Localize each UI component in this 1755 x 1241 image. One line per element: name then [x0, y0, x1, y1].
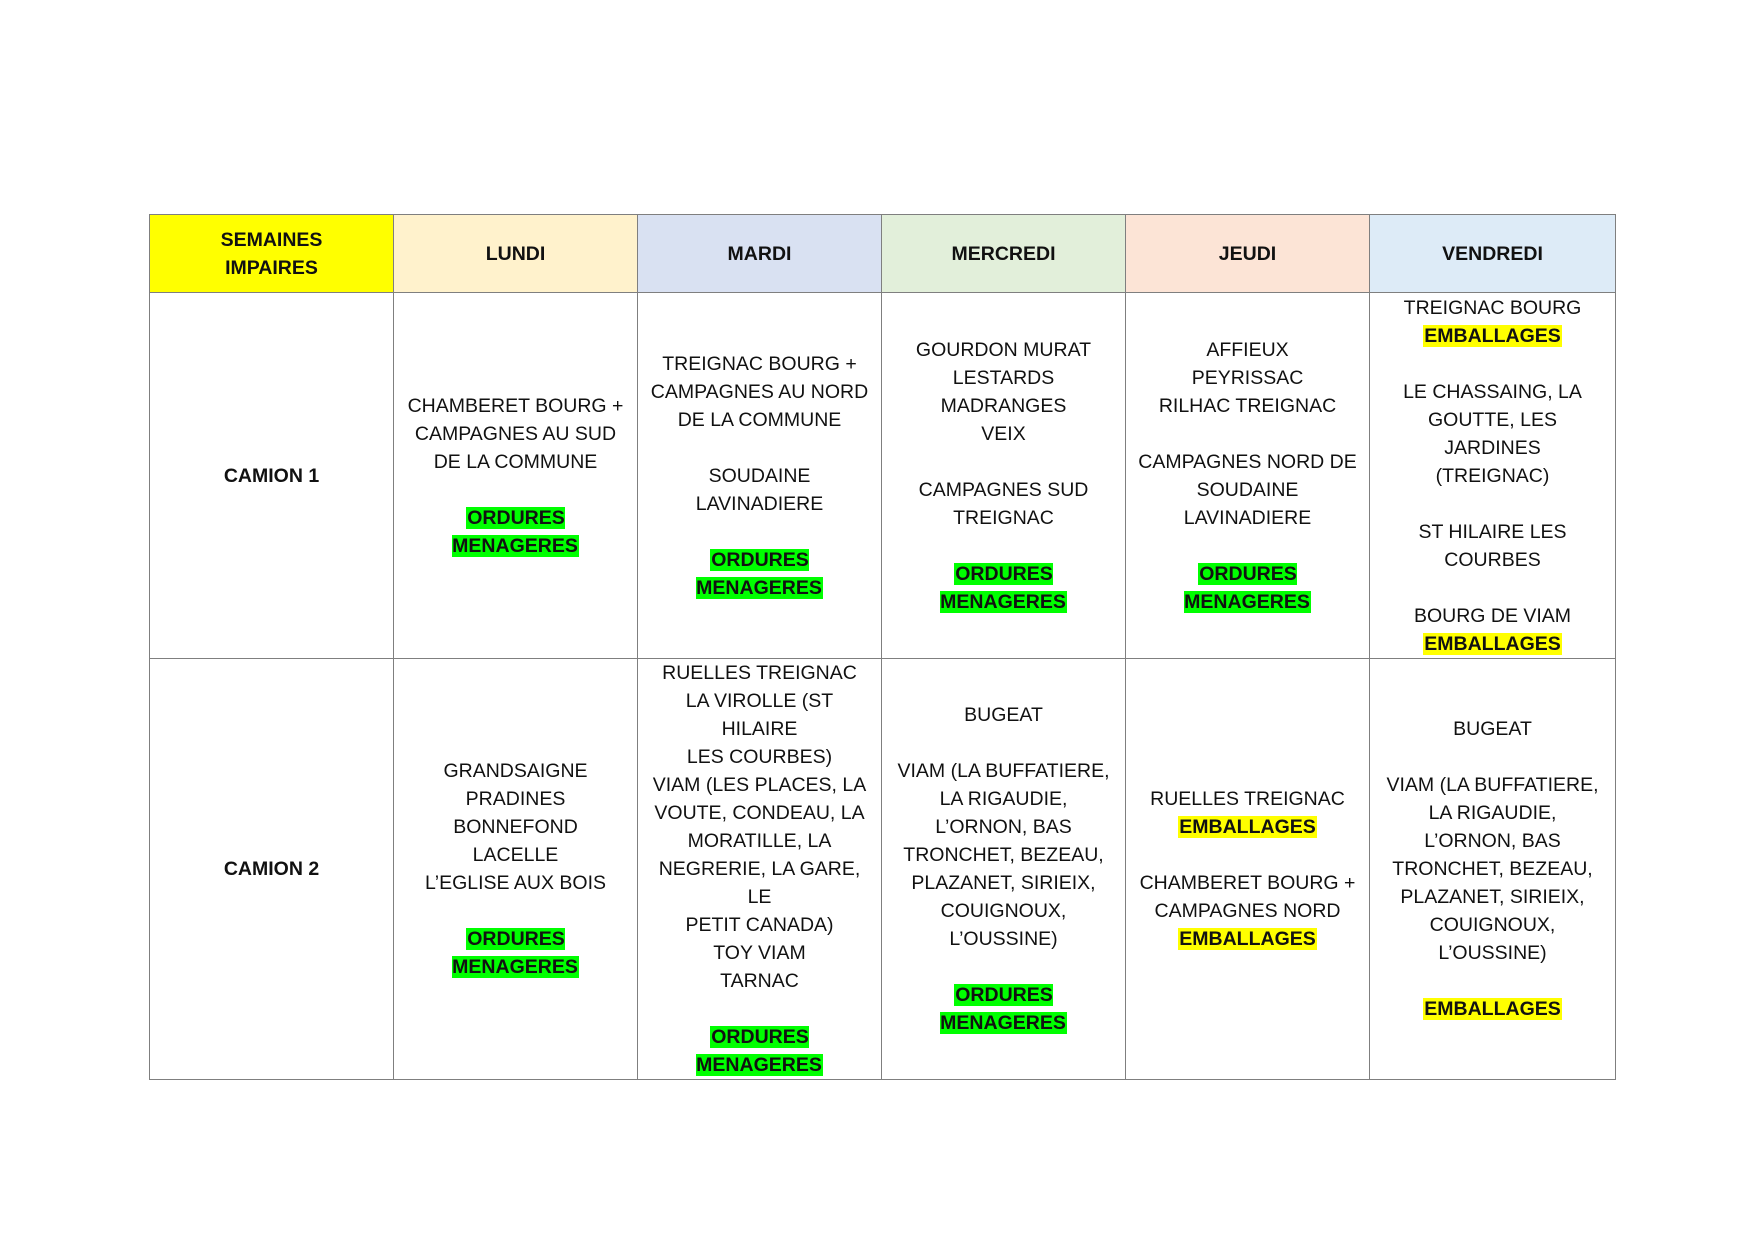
waste-type-label [890, 560, 1117, 616]
spacer-line [1378, 967, 1607, 995]
spacer-line [890, 532, 1117, 560]
day-header-jeudi: JEUDI [1126, 215, 1370, 293]
collection-area: CAMPAGNES AU NORD [650, 380, 869, 403]
collection-area: ST HILAIRE LES [1418, 520, 1567, 543]
spacer-line [646, 434, 873, 462]
truck-label-camion-2: CAMION 2 [150, 659, 394, 1080]
collection-area: BUGEAT [1453, 718, 1532, 740]
waste-type-label [402, 504, 629, 560]
collection-area: COURBES [1444, 548, 1541, 571]
day-header-mardi: MARDI [638, 215, 882, 293]
cell-lines [1378, 294, 1607, 658]
spacer-line [1134, 532, 1361, 560]
day-header-vendredi: VENDREDI [1370, 215, 1616, 293]
collection-area: GOUTTE, LES JARDINES [1428, 408, 1557, 459]
cell-lines [646, 659, 873, 1079]
spacer-line [1134, 841, 1361, 869]
emballages-badge: EMBALLAGES [1424, 998, 1561, 1020]
collection-area: AFFIEUX [1206, 338, 1289, 361]
collection-area: COUIGNOUX, [1429, 914, 1556, 936]
collection-area: PLAZANET, SIRIEIX, [1400, 886, 1585, 908]
collection-area: PLAZANET, SIRIEIX, [911, 872, 1096, 894]
collection-area: VIAM (LA BUFFATIERE, [897, 760, 1110, 782]
schedule-cell [882, 293, 1126, 659]
waste-type-label [402, 925, 629, 981]
schedule-cell [882, 659, 1126, 1080]
collection-area: PEYRISSAC [1191, 366, 1304, 389]
schedule-cell [638, 293, 882, 659]
collection-area: TREIGNAC BOURG + [662, 352, 857, 375]
collection-area: L’EGLISE AUX BOIS [424, 872, 606, 894]
collection-area: TRONCHET, BEZEAU, [1392, 858, 1593, 880]
spacer-line [1134, 420, 1361, 448]
collection-area: SOUDAINE [708, 464, 811, 487]
collection-area: DE LA COMMUNE [677, 408, 842, 431]
collection-area: LAVINADIERE [695, 492, 824, 515]
collection-area: L’OUSSINE) [1438, 942, 1547, 964]
collection-schedule-table [149, 214, 1616, 1080]
collection-area: GOURDON MURAT [915, 338, 1092, 361]
week-type-header [150, 215, 394, 293]
cell-lines [1134, 785, 1361, 953]
collection-area: CAMPAGNES SUD [918, 478, 1089, 501]
collection-area: LE CHASSAING, LA [1403, 380, 1582, 403]
collection-area: GRANDSAIGNE [443, 760, 588, 782]
waste-type-label [1378, 630, 1607, 658]
spacer-line [402, 476, 629, 504]
spacer-line [1378, 574, 1607, 602]
collection-area: TRONCHET, BEZEAU, [903, 844, 1104, 866]
cell-lines [890, 336, 1117, 616]
collection-area: LA RIGAUDIE, [1428, 802, 1557, 824]
collection-area: PRADINES [465, 788, 566, 810]
collection-area: RUELLES TREIGNAC [1150, 788, 1345, 810]
collection-area: (TREIGNAC) [1435, 464, 1550, 487]
cell-lines [646, 350, 873, 602]
waste-type-label [1134, 925, 1361, 953]
truck-label-camion-1: CAMION 1 [150, 293, 394, 659]
week-type-line-1: SEMAINES [220, 228, 323, 251]
collection-area: CAMPAGNES NORD [1154, 900, 1341, 922]
collection-area: L’ORNON, BAS [1424, 830, 1561, 852]
schedule-cell [1370, 293, 1616, 659]
collection-area: LESTARDS [952, 366, 1055, 389]
collection-area: VIAM (LA BUFFATIERE, [1386, 774, 1599, 796]
collection-area: BUGEAT [964, 704, 1043, 726]
waste-type-label [646, 1023, 873, 1079]
ordures-menageres-badge: ORDURES MENAGERES [940, 984, 1066, 1034]
collection-area: TREIGNAC BOURG [1403, 296, 1582, 319]
collection-area: LA RIGAUDIE, [939, 788, 1068, 810]
waste-type-label [1378, 995, 1607, 1023]
collection-area: MORATILLE, LA [687, 830, 832, 852]
day-header-lundi: LUNDI [394, 215, 638, 293]
schedule-cell [394, 659, 638, 1080]
collection-area: RILHAC TREIGNAC [1158, 394, 1337, 417]
week-type-line-2: IMPAIRES [225, 256, 318, 279]
collection-area: DE LA COMMUNE [433, 450, 598, 473]
ordures-menageres-badge: ORDURES MENAGERES [452, 506, 578, 557]
ordures-menageres-badge: ORDURES MENAGERES [696, 548, 822, 599]
emballages-badge: EMBALLAGES [1424, 324, 1561, 347]
collection-area: CAMPAGNES AU SUD [414, 422, 617, 445]
collection-area: CAMPAGNES NORD DE [1138, 450, 1357, 473]
waste-type-label [890, 981, 1117, 1037]
emballages-badge: EMBALLAGES [1179, 816, 1316, 838]
ordures-menageres-badge: ORDURES MENAGERES [940, 562, 1066, 613]
schedule-cell [1126, 659, 1370, 1080]
collection-area: LA VIROLLE (ST HILAIRE [685, 690, 834, 740]
collection-area: LAVINADIERE [1183, 506, 1312, 529]
collection-area: RUELLES TREIGNAC [662, 662, 857, 684]
emballages-badge: EMBALLAGES [1424, 632, 1561, 655]
collection-area: VEIX [981, 422, 1026, 445]
collection-area: TREIGNAC [953, 506, 1054, 529]
collection-area: TOY VIAM [713, 942, 806, 964]
spacer-line [1378, 743, 1607, 771]
ordures-menageres-badge: ORDURES MENAGERES [696, 1026, 822, 1076]
schedule-cell [1126, 293, 1370, 659]
collection-area: VIAM (LES PLACES, LA [652, 774, 867, 796]
ordures-menageres-badge: ORDURES MENAGERES [452, 928, 578, 978]
spacer-line [1378, 350, 1607, 378]
collection-area: CHAMBERET BOURG + [1139, 872, 1356, 894]
collection-area: BOURG DE VIAM [1413, 604, 1572, 627]
cell-lines [890, 701, 1117, 1037]
schedule-cell [1370, 659, 1616, 1080]
truck-row-camion-1 [150, 293, 1616, 659]
spacer-line [890, 953, 1117, 981]
collection-area: BONNEFOND [453, 816, 578, 838]
spacer-line [1378, 490, 1607, 518]
waste-type-label [1134, 813, 1361, 841]
collection-area: L’OUSSINE) [949, 928, 1058, 950]
schedule-cell [638, 659, 882, 1080]
cell-lines [402, 757, 629, 981]
collection-area: VOUTE, CONDEAU, LA [654, 802, 865, 824]
collection-area: COUIGNOUX, [940, 900, 1067, 922]
spacer-line [402, 897, 629, 925]
spacer-line [890, 729, 1117, 757]
collection-area: MADRANGES [940, 394, 1067, 417]
spacer-line [890, 448, 1117, 476]
header-row [150, 215, 1616, 293]
cell-lines [402, 392, 629, 560]
day-header-mercredi: MERCREDI [882, 215, 1126, 293]
cell-lines [1134, 336, 1361, 616]
collection-area: LES COURBES) [686, 746, 833, 768]
collection-area: PETIT CANADA) [685, 914, 834, 936]
schedule-cell [394, 293, 638, 659]
collection-area: LACELLE [472, 844, 559, 866]
collection-area: L’ORNON, BAS [935, 816, 1072, 838]
collection-area: TARNAC [720, 970, 799, 992]
cell-lines [1378, 715, 1607, 1023]
waste-type-label [1378, 322, 1607, 350]
spacer-line [646, 995, 873, 1023]
waste-type-label [646, 546, 873, 602]
collection-area: NEGRERIE, LA GARE, LE [658, 858, 861, 908]
ordures-menageres-badge: ORDURES MENAGERES [1184, 562, 1310, 613]
spacer-line [646, 518, 873, 546]
waste-type-label [1134, 560, 1361, 616]
truck-row-camion-2 [150, 659, 1616, 1080]
emballages-badge: EMBALLAGES [1179, 928, 1316, 950]
collection-area: CHAMBERET BOURG + [407, 394, 624, 417]
collection-area: SOUDAINE [1196, 478, 1299, 501]
